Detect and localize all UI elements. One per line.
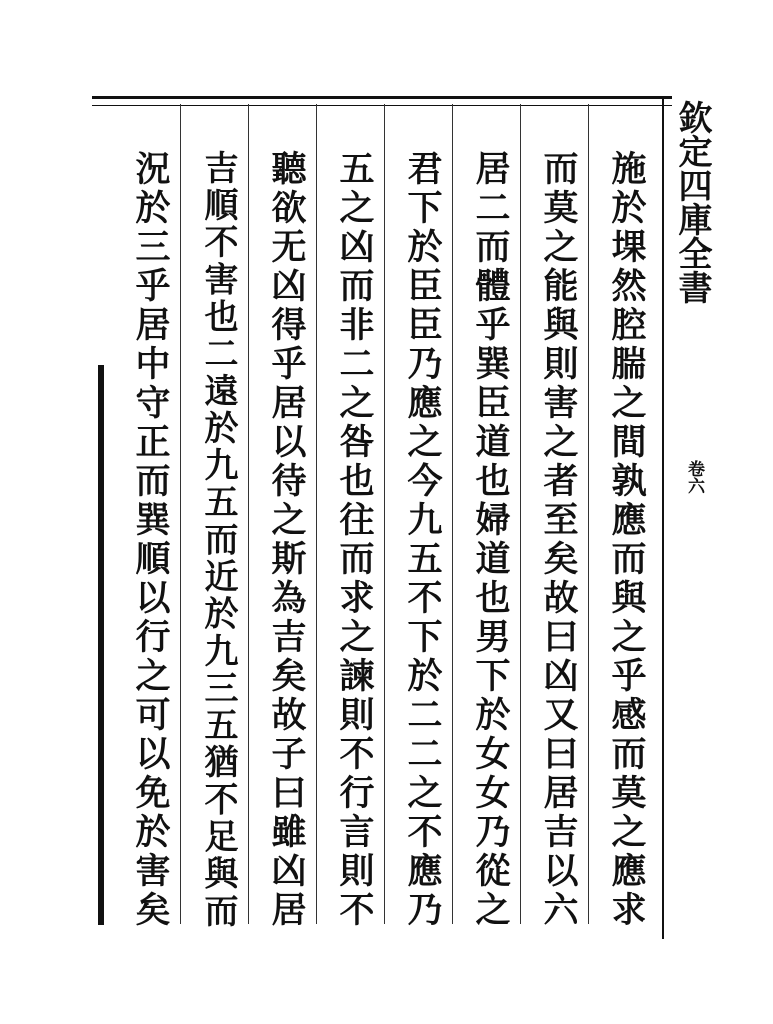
column-rule: [520, 104, 521, 924]
text-column-6: 聽欲无凶得乎居以待之斯為吉矣故子曰雖凶居: [266, 150, 307, 930]
top-border: [92, 96, 672, 106]
text-column-5: 五之凶而非二之咎也往而求之諫則不行言則不: [334, 150, 375, 930]
text-column-2: 而莫之能與則害之者至矣故曰凶又曰居吉以六: [538, 150, 579, 930]
text-column-1: 施於堁然腔腨之間孰應而與之乎感而莫之應求: [606, 150, 647, 930]
column-rule: [180, 104, 181, 924]
text-column-7: 吉順不害也二遠於九五而近於九三五猶不足與而: [198, 150, 238, 930]
text-column-8: 況於三乎居中守正而巽順以行之可以免於害矣: [130, 150, 171, 930]
volume-marker: 卷六: [684, 460, 704, 494]
left-border: [98, 365, 104, 925]
column-rule: [452, 104, 453, 924]
column-rule: [384, 104, 385, 924]
text-column-3: 居二而體乎巽臣道也婦道也男下於女女乃從之: [470, 150, 511, 930]
column-rule: [316, 104, 317, 924]
right-border: [662, 99, 664, 939]
text-column-4: 君下於臣臣乃應之今九五不下於二二之不應乃: [402, 150, 443, 930]
column-rule: [248, 104, 249, 924]
column-rule: [588, 104, 589, 924]
margin-title: 欽定四庫全書: [672, 100, 712, 304]
